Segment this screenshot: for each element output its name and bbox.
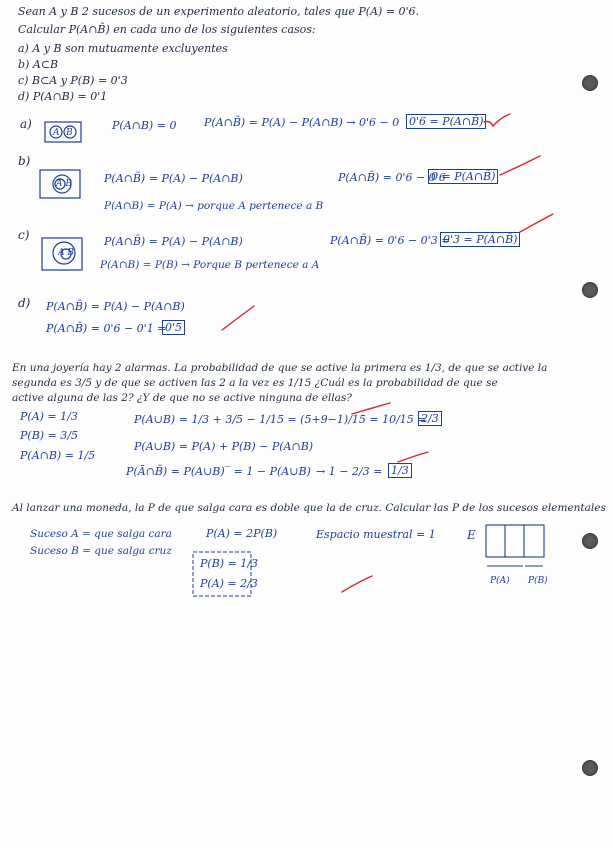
part-b-formula: P(A∩B̄) = P(A) − P(A∩B) xyxy=(104,172,243,185)
check-mark-a xyxy=(484,114,510,126)
part-c-calc: P(A∩B̄) = 0'6 − 0'3 = xyxy=(330,234,451,247)
part-c-result: 0'3 = P(A∩B̄) xyxy=(440,234,520,246)
ex1-intro-line2: Calcular P(A∩B̄) en cada uno de los siguientes casos: xyxy=(18,23,316,36)
part-c-note: P(A∩B) = P(B) → Porque B pertenece a A xyxy=(100,259,320,271)
ex3-suceso-a: Suceso A = que salga cara xyxy=(30,528,172,540)
ex2-line3: active alguna de las 2? ¿Y de que no se active ninguna de ellas? xyxy=(12,392,352,404)
part-a-result: 0'6 = P(A∩B̄) xyxy=(406,116,486,128)
ex3-e-label: E xyxy=(467,528,476,542)
venn-a-set-b: B xyxy=(66,128,73,138)
red-check-marks xyxy=(222,114,553,592)
binder-hole-2 xyxy=(582,282,598,298)
ex2-pb: P(B) = 3/5 xyxy=(20,429,78,442)
part-a-intersection: P(A∩B) = 0 xyxy=(112,119,177,132)
ex2-pa: P(A) = 1/3 xyxy=(20,410,78,423)
check-mark-b xyxy=(500,156,540,175)
venn-diagram-a xyxy=(45,122,81,142)
part-b-calc: P(A∩B̄) = 0'6 − 0'6 xyxy=(338,171,446,184)
venn-diagram-c xyxy=(42,238,82,270)
check-mark-c xyxy=(520,214,553,232)
ex2-union-formula: P(A∪B) = P(A) + P(B) − P(A∩B) xyxy=(134,440,314,453)
ex3-result-box xyxy=(193,552,251,596)
ex2-line1: En una joyería hay 2 alarmas. La probabilidad de que se active la primera es 1/3, de que se active la xyxy=(12,362,548,374)
part-d-formula: P(A∩B̄) = P(A) − P(A∩B) xyxy=(46,300,185,313)
ex2-union-result: 2/3 xyxy=(418,413,442,425)
part-a-formula: P(A∩B̄) = P(A) − P(A∩B) → 0'6 − 0 xyxy=(204,116,400,129)
part-d-label: d) xyxy=(18,296,31,310)
ex1-intro-line1: Sean A y B 2 sucesos de un experimento aleatorio, tales que P(A) = 0'6. xyxy=(18,5,420,18)
ex2-none-result: 1/3 xyxy=(388,465,412,477)
ex2-union-calc: P(A∪B) = 1/3 + 3/5 − 1/15 = (5+9−1)/15 = 10/15 = xyxy=(134,413,427,426)
binder-hole-1 xyxy=(582,75,598,91)
check-mark-ex2-union xyxy=(352,403,390,414)
part-c-label: c) xyxy=(18,228,30,242)
ex2-line2: segunda es 3/5 y de que se activen las 2 a la vez es 1/15 ¿Cuál es la probabilidad de que se xyxy=(12,377,498,389)
part-d-calc: P(A∩B̄) = 0'6 − 0'1 = xyxy=(46,322,167,335)
ex3-result-pb: P(B) = 1/3 xyxy=(200,557,258,570)
venn-c-sets: A B xyxy=(58,248,74,258)
ex3-diagram-pa: P(A) xyxy=(490,576,510,586)
part-d-result: 0'5 xyxy=(162,322,185,334)
ex3-diagram-pb: P(B) xyxy=(528,576,548,586)
ex2-none-formula: P(Ā∩B̄) = P(A∪B)‾ = 1 − P(A∪B) xyxy=(126,465,311,478)
ex1-case-c: c) B⊂A y P(B) = 0'3 xyxy=(18,74,128,87)
ex3-result-pa: P(A) = 2/3 xyxy=(200,577,258,590)
part-c-formula: P(A∩B̄) = P(A) − P(A∩B) xyxy=(104,235,243,248)
check-mark-ex3 xyxy=(342,576,372,592)
check-mark-d xyxy=(222,306,254,330)
binder-hole-4 xyxy=(582,760,598,776)
ex1-case-a: a) A y B son mutuamente excluyentes xyxy=(18,42,228,55)
ex3-suceso-b: Suceso B = que salga cruz xyxy=(30,545,172,557)
ex2-none-calc: → 1 − 2/3 = xyxy=(316,465,383,478)
part-b-result: 0 = P(A∩B̄) xyxy=(428,171,498,183)
ex3-line1: Al lanzar una moneda, la P de que salga cara es doble que la de cruz. Calcular las P de los sucesos elementales xyxy=(12,502,606,514)
sample-space-diagram xyxy=(486,525,544,566)
ex1-case-d: d) P(A∩B) = 0'1 xyxy=(18,90,108,103)
ex1-case-b: b) A⊂B xyxy=(18,58,59,71)
ex2-pab: P(A∩B) = 1/5 xyxy=(20,449,96,462)
venn-b-sets: A B xyxy=(56,179,72,189)
check-mark-ex2-none xyxy=(398,452,428,462)
ex3-espacio: Espacio muestral = 1 xyxy=(316,528,436,541)
part-a-label: a) xyxy=(20,117,32,131)
part-b-note: P(A∩B) = P(A) → porque A pertenece a B xyxy=(104,200,324,212)
venn-a-set-a: A xyxy=(53,128,60,138)
part-b-label: b) xyxy=(18,154,31,168)
binder-hole-3 xyxy=(582,533,598,549)
ex3-relation: P(A) = 2P(B) xyxy=(206,527,278,540)
venn-diagram-b xyxy=(40,170,80,198)
